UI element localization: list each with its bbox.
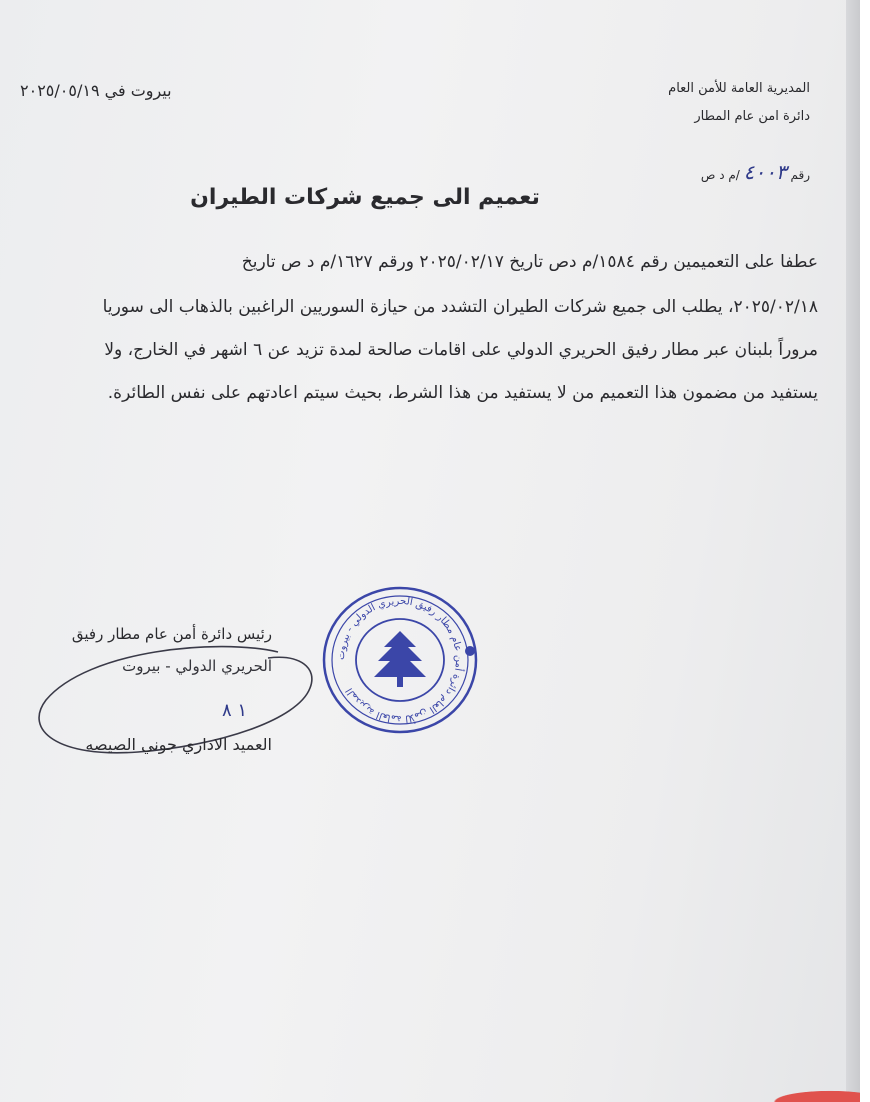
page-edge-shadow xyxy=(846,0,860,1102)
body-line: عطفا على التعميمين رقم ١٥٨٤/م دص تاريخ ٢٠٢٥/٠٢/١٧ ورقم ١٦٢٧/م د ص تاريخ xyxy=(241,252,818,272)
cedar-emblem xyxy=(374,631,426,687)
ref-handwritten-number: ٤٠٠٣ xyxy=(743,160,787,184)
body-line: مروراً بلبنان عبر مطار رفيق الحريري الدولي على اقامات صالحة لمدة تزيد عن ٦ اشهر في الخارج، ولا xyxy=(104,340,818,360)
stamp-ring-text: المديرية العامة للأمن العام دائرة أمن عام مطار رفيق الحريري الدولي - بيروت xyxy=(335,595,465,725)
body-line: يستفيد من مضمون هذا التعميم من لا يستفيد من هذا الشرط، بحيث سيتم اعادتهم على نفس الطائرة. xyxy=(107,383,818,403)
org-name: المديرية العامة للأمن العام xyxy=(668,81,810,96)
ref-suffix: /م د ص xyxy=(700,168,740,182)
signatory-name: العميد الاداري جوني الصيصه xyxy=(85,735,272,754)
body-line: ٢٠٢٥/٠٢/١٨، يطلب الى جميع شركات الطيران التشدد من حيازة السوريين الراغبين بالذهاب الى سوريا xyxy=(102,297,818,317)
handwritten-initial: ١ ٨ xyxy=(222,700,248,721)
document-date: بيروت في ٢٠٢٥/٠٥/١٩ xyxy=(20,81,172,100)
department-name: دائرة امن عام المطار xyxy=(694,109,810,124)
document-title: تعميم الى جميع شركات الطيران xyxy=(190,185,540,210)
signatory-title-line1: رئيس دائرة أمن عام مطار رفيق xyxy=(71,625,272,643)
reference-number xyxy=(701,160,810,184)
ref-prefix: رقم xyxy=(790,168,810,182)
signatory-title-line2: الحريري الدولي - بيروت xyxy=(122,657,272,675)
official-stamp xyxy=(320,585,480,735)
corner-badge xyxy=(760,1088,860,1102)
